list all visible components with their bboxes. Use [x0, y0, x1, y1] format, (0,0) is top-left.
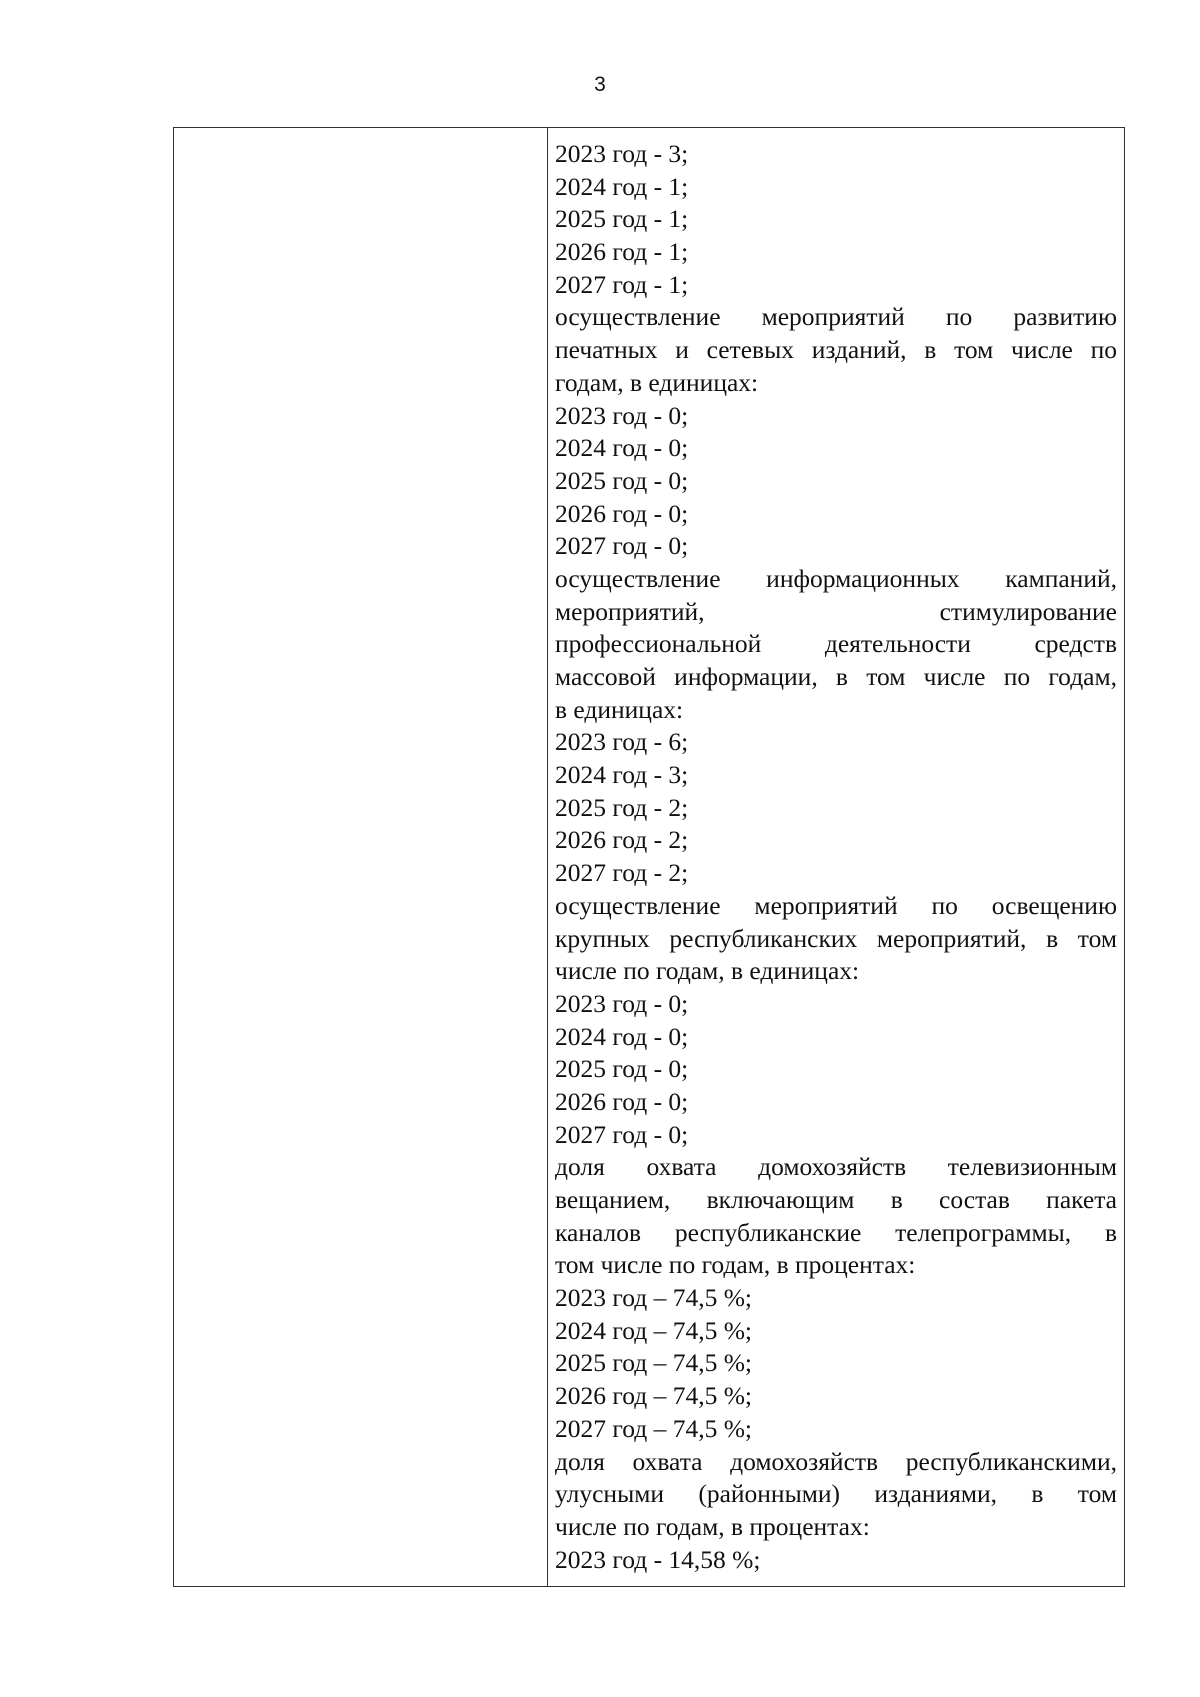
text-line: 2027 год - 0; — [555, 531, 689, 561]
text-line: осуществление информационных кампаний, — [555, 563, 1117, 593]
text-line: 2023 год - 0; — [555, 400, 689, 430]
text-line: 2023 год - 14,58 %; — [555, 1544, 761, 1574]
text-line: осуществление мероприятий по освещению — [555, 890, 1117, 920]
text-line: 2025 год - 0; — [555, 465, 689, 495]
text-line: 2027 год - 1; — [555, 269, 689, 299]
text-line: 2023 год - 6; — [555, 727, 689, 757]
page-number: 3 — [594, 73, 606, 96]
text-line: осуществление мероприятий по развитию — [555, 302, 1117, 332]
text-line: 2026 год - 0; — [555, 1086, 689, 1116]
text-line: 2026 год - 2; — [555, 825, 689, 855]
table-cell-left — [174, 128, 548, 1586]
text-line: 2027 год - 2; — [555, 858, 689, 888]
text-line: вещанием, включающим в состав пакета — [555, 1185, 1117, 1214]
text-line: доля охвата домохозяйств республиканскими, — [555, 1446, 1117, 1476]
text-line: числе по годам, в процентах: — [555, 1511, 870, 1541]
text-line: 2027 год – 74,5 %; — [555, 1413, 753, 1443]
text-line: массовой информации, в том числе по годам, — [555, 662, 1117, 691]
text-line: 2027 год - 0; — [555, 1119, 689, 1149]
document-table — [173, 127, 1125, 1587]
text-line: 2024 год - 3; — [555, 760, 689, 790]
text-line: 2024 год – 74,5 %; — [555, 1315, 753, 1345]
text-line: 2023 год - 3; — [555, 139, 689, 168]
text-line: 2023 год – 74,5 %; — [555, 1283, 753, 1313]
text-line: 2026 год - 1; — [555, 237, 689, 267]
text-line: 2024 год - 0; — [555, 433, 689, 463]
text-line: печатных и сетевых изданий, в том числе по — [555, 335, 1117, 365]
text-line: доля охвата домохозяйств телевизионным — [555, 1152, 1117, 1182]
text-line: мероприятий, стимулирование — [555, 596, 1117, 626]
text-line: 2025 год - 0; — [555, 1054, 689, 1084]
text-line: 2026 год - 0; — [555, 498, 689, 528]
text-line: профессиональной деятельности средств — [555, 629, 1117, 659]
text-line: том числе по годам, в процентах: — [555, 1250, 916, 1280]
text-line: 2026 год – 74,5 %; — [555, 1381, 753, 1411]
cell-text — [555, 138, 1117, 1576]
text-line: 2025 год – 74,5 %; — [555, 1348, 753, 1378]
text-line: каналов республиканские телепрограммы, в — [555, 1217, 1117, 1247]
table-cell-right — [548, 128, 1124, 1586]
text-line: 2025 год - 2; — [555, 792, 689, 822]
text-line: 2024 год - 0; — [555, 1021, 689, 1051]
text-line: 2023 год - 0; — [555, 988, 689, 1018]
text-line: 2024 год - 1; — [555, 171, 689, 201]
text-line: годам, в единицах: — [555, 367, 759, 397]
text-line: улусными (районными) изданиями, в том — [555, 1479, 1117, 1509]
text-line: в единицах: — [555, 694, 684, 724]
text-line: 2025 год - 1; — [555, 204, 689, 234]
text-line: крупных республиканских мероприятий, в том — [555, 923, 1117, 953]
text-line: числе по годам, в единицах: — [555, 956, 860, 986]
